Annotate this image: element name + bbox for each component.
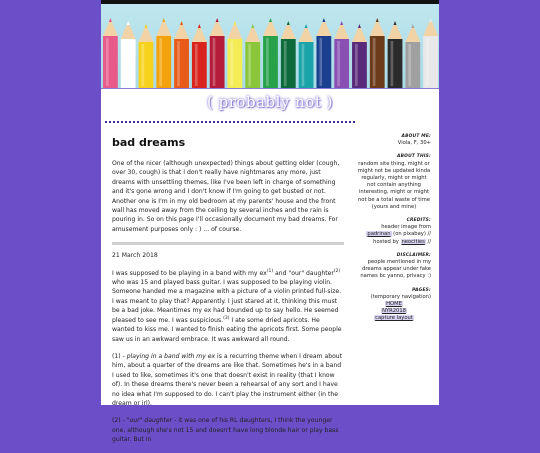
nav-link-nyr2018[interactable]: NYR2018 (382, 308, 406, 315)
pencil (388, 21, 403, 88)
entry-text: who was 15 and played bass guitar. I was supposed to be playing violin. Someone handed me a magazine with a picture of a violin printed full-size. I was meant to play that? Apparently. I just stared at it, thinking this must be a bad joke. Meantimes my ex had bounded up to say hello. He seemed pleased to see me. I was suspicious. (112, 279, 342, 324)
footnote-quote: playing in a band with my ex (126, 352, 216, 360)
footnote-1 (112, 352, 344, 408)
credits-text: hosted by (373, 238, 401, 245)
entry-text: and "our" daughter (273, 269, 334, 277)
footnote-ref-3: (3) (223, 315, 230, 321)
footnote-label: (2) - (112, 417, 127, 425)
pencil (370, 18, 385, 88)
pencil (245, 24, 260, 88)
neocities-link[interactable]: neocities (401, 238, 425, 245)
pencil (210, 18, 225, 88)
pages-section (357, 287, 431, 323)
pencil (352, 24, 367, 88)
about-me-heading: ABOUT ME: (401, 134, 431, 139)
post-title: bad dreams (112, 136, 186, 149)
footnote-text: is a recurring theme when I dream about him, about a quarter of the dreams are like that. Sometimes he's in a band I used to like, sometimes it's one that doesn't exist in reality (that I know of). In these dreams there's never been a rehearsal of any sort and I have no idea what I'm supposed to do. I can't play the instrument either (in the dream or irl). (112, 352, 343, 407)
disclaimer-section (357, 252, 431, 281)
horizontal-rule (112, 242, 344, 245)
site-title[interactable]: ( probably not ) (207, 93, 333, 111)
pages-intro: (temporary navigation) (370, 293, 431, 300)
pages-heading: PAGES: (412, 287, 431, 293)
main-content (112, 136, 344, 453)
padrinan-link[interactable]: padrinan (367, 231, 391, 238)
credits-heading: CREDITS: (406, 218, 431, 224)
footnote-quote: "our" daughter (126, 417, 173, 425)
about-me-section (357, 133, 431, 147)
nav-capture-layout (357, 315, 431, 322)
entry-text: I ate some dried apricots. He wanted to kiss me. I wanted to finish eating the apricots first. Some people saw us in an awkward embrace. It was awkward all round. (112, 316, 342, 343)
about-this-heading: ABOUT THIS: (397, 154, 431, 160)
credits-line (357, 224, 431, 231)
about-me-text: Viola, F, 30+ (397, 140, 431, 147)
footnote-ref-1: (1) (266, 268, 274, 274)
pencil (316, 18, 331, 88)
footnote-label: (1) - (112, 352, 127, 360)
pencil (263, 18, 278, 88)
nav-nyr2018 (357, 308, 431, 315)
pencil (405, 24, 420, 88)
disclaimer-text: people mentioned in my dreams appear under fake names bc yanno, privacy :) (360, 259, 431, 280)
footnote-ref-2: (2) (333, 268, 341, 274)
credits-text: // (425, 238, 431, 245)
header-image-colored-pencils (101, 4, 439, 88)
nav-home (357, 301, 431, 308)
title-dotted-divider (105, 121, 355, 123)
nav-link-capture-layout[interactable]: capture layout (375, 315, 413, 322)
pencil (174, 21, 189, 88)
footnote-2 (112, 416, 344, 444)
pencil (423, 18, 438, 88)
pencil (334, 21, 349, 88)
credits-text: (on pixabay) // (391, 231, 431, 238)
sidebar (357, 133, 431, 329)
pencil (192, 24, 207, 88)
credits-text: header image from (381, 224, 431, 231)
pencil (228, 21, 243, 88)
about-this-text: random site thing, might or might not be updated kinda regularly, might or might not contain anything interesting, might or might not be a total waste of time (yours and mine) (357, 160, 431, 210)
credits-line (357, 239, 431, 246)
footnote-text: - it was one of his RL daughters, I think the younger one, although she's not 15 and doesn't have long blonde hair or play bass guitar. But in (112, 417, 339, 444)
entry-date: 21 March 2018 (112, 252, 158, 260)
pencils-illustration (101, 4, 439, 88)
pencil (281, 21, 296, 88)
pencil (103, 18, 118, 88)
pencil (299, 24, 314, 88)
credits-line (357, 231, 431, 238)
about-this-section (357, 153, 431, 211)
page-column (101, 0, 439, 444)
pencil (121, 21, 136, 88)
credits-section (357, 217, 431, 246)
entry-paragraph (112, 269, 344, 344)
entry-text: I was supposed to be playing in a band with my ex (112, 269, 267, 277)
post-intro: One of the nicer (although unexpected) things about getting older (cough, over 30, cough) is that I don't really have nightmares any more, just dreams with unsettling themes, like I've been left in charge of something and it's gone wrong and I don't know if I'm going to get busted or not. Another one is I'm in my old bedroom at my parents' house and the front wall has moved away from the ceiling by several inches and the rain is pouring in. So on this page I'll occasionally document my bad dreams. For amusement purposes only : ) ... of course. (112, 160, 340, 233)
pencil (139, 24, 154, 88)
disclaimer-heading: DISCLAIMER: (396, 252, 431, 258)
pencil (156, 18, 171, 88)
header-divider (101, 88, 439, 89)
nav-link-home[interactable]: HOME (386, 301, 402, 308)
